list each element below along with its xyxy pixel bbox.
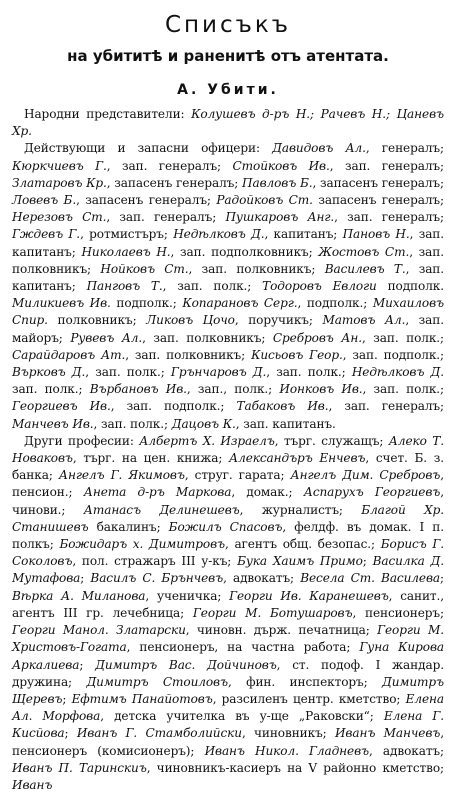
- list-paragraph: [12, 140, 444, 432]
- person-name: Василевъ Т.: [324, 261, 406, 276]
- person-name: Иванъ Никол. Гладневъ: [204, 743, 369, 758]
- person-name: Миликиевъ Ив.: [12, 296, 111, 311]
- person-name: Сребровъ Ан.: [272, 330, 362, 345]
- person-name: Нерезовъ Ст.: [12, 210, 107, 225]
- description-text: , фелдф. въ домак. I п. полкъ;: [12, 519, 445, 552]
- description-text: , зап. полк.;: [162, 279, 263, 294]
- description-text: , пол. стражаръ III у-къ;: [72, 554, 238, 569]
- description-text: , ротмистъръ;: [80, 227, 174, 242]
- description-text: ;: [64, 726, 77, 741]
- description-text: , журналистъ;: [239, 502, 362, 517]
- description-text: , зап. генералъ;: [106, 210, 226, 225]
- description-text: , запасенъ генералъ;: [312, 175, 444, 190]
- description-text: ;: [362, 554, 373, 569]
- person-name: Димитръ Вас. Дойчиновъ: [95, 657, 277, 672]
- person-name: Божидаръ х. Димитровъ: [59, 537, 226, 552]
- person-name: Недѣлковъ Д.: [173, 227, 265, 242]
- person-name: Върковъ Д.: [12, 365, 86, 380]
- person-name: Николаевъ Н.: [81, 244, 171, 259]
- description-text: , пенсионеръ, на частна работа;: [126, 640, 360, 655]
- description-text: , домак.;: [231, 485, 304, 500]
- description-text: , зап. полковникъ;: [125, 347, 252, 362]
- description-text: , фин. инспекторъ;: [227, 674, 383, 689]
- description-text: подполк.: [376, 279, 444, 294]
- description-text: , зап. генералъ;: [329, 158, 444, 173]
- description-text: полковникъ;: [47, 313, 147, 328]
- description-text: , поручикъ;: [234, 313, 323, 328]
- person-name: Гуна Кирова Аркалиева: [12, 640, 444, 672]
- person-name: Копарановъ Серг.: [182, 296, 298, 311]
- person-name: Жостовъ Ст.: [318, 244, 410, 259]
- person-name: Михаиловъ Спир.: [12, 296, 444, 328]
- person-name: Георги Ив. Каранешевъ: [229, 588, 389, 603]
- description-text: , зап. полк.;: [93, 416, 172, 431]
- person-name: Дацовъ К.: [171, 416, 236, 431]
- description-text: , зап. полк.;: [362, 382, 445, 397]
- person-name: Василъ С. Брънчевъ: [90, 571, 224, 586]
- person-name: Грънчаровъ Д.: [170, 365, 267, 380]
- description-text: , търг. служащъ;: [274, 433, 389, 448]
- person-name: Бука Хаимъ Примо: [237, 554, 363, 569]
- person-name: Елена Ал. Морфова: [12, 691, 444, 724]
- person-name: Сарайдаровъ Ат.: [12, 347, 126, 362]
- casualty-list: [12, 106, 444, 794]
- person-name: Колушевъ д-ръ Н.; Рачевъ Н.; Цаневъ Хр.: [12, 107, 444, 139]
- person-name: Ликовъ Цочо: [146, 313, 235, 328]
- description-text: , запасенъ генералъ;: [106, 175, 243, 190]
- person-name: Елена Г. Кисйова: [12, 709, 444, 741]
- person-name: Панговъ Т.: [86, 279, 163, 294]
- description-text: , зап. полковникъ;: [142, 330, 273, 345]
- person-name: Гждевъ Г.: [12, 227, 81, 242]
- description-text: , детска учителка въ у-ще „Раковски“;: [100, 709, 384, 724]
- description-text: , чиновн. държ. печатница;: [185, 623, 378, 638]
- person-name: Рувевъ Ал.: [70, 330, 143, 345]
- description-text: ;: [79, 657, 96, 672]
- description-text: , чинови.;: [12, 485, 445, 517]
- description-text: , зап. подполк.;: [110, 399, 237, 414]
- description-text: , зап. подполковникъ;: [170, 244, 319, 259]
- description-text: , зап. капитанъ.: [235, 416, 336, 431]
- description-text: , пенсионеръ (комисионеръ);: [12, 726, 444, 758]
- person-name: Нойковъ Ст.: [100, 261, 189, 276]
- description-text: , зап. капитанъ;: [12, 227, 445, 259]
- description-text: , зап. подполк.;: [342, 347, 445, 362]
- person-name: Ангелъ Г. Якимовъ: [58, 468, 185, 483]
- person-name: Вѣрка А. Миланова: [12, 588, 146, 603]
- person-name: Ангелъ Дим. Сребровъ: [290, 468, 441, 483]
- description-text: запасенъ генералъ;: [312, 193, 444, 208]
- list-paragraph: [12, 106, 444, 140]
- section-heading-killed: А. Убити.: [177, 82, 279, 98]
- person-name: Димитръ Стоиловъ: [86, 674, 228, 689]
- description-text: , чиновникъ;: [241, 726, 335, 741]
- person-name: Димитръ Щеревъ: [12, 674, 445, 706]
- person-name: Ловевъ Б.: [12, 193, 77, 208]
- description-text: , ст. подоф. I жандар. дружина;: [12, 657, 444, 689]
- description-text: , зап., полк.;: [186, 382, 280, 397]
- description-text: , зап. генералъ;: [106, 158, 233, 173]
- description-text: , зап. генералъ;: [334, 210, 444, 225]
- description-text: ;: [440, 571, 444, 586]
- person-name: Георги М. Ботушаровъ: [192, 605, 353, 620]
- description-text: , струг. гарата;: [184, 468, 291, 483]
- description-text: , зап. полк.;: [85, 365, 171, 380]
- person-name: Радойковъ Ст.: [216, 193, 313, 208]
- person-name: Анета д-ръ Маркова: [83, 485, 232, 500]
- description-text: , зап. полковникъ;: [188, 261, 325, 276]
- description-text: , зап. капитанъ;: [12, 261, 445, 294]
- description-text: ;: [62, 691, 72, 706]
- description-text: , подполк.;: [297, 296, 373, 311]
- description-text: , санит., агентъ III гр. лечебница;: [12, 588, 444, 620]
- description-text: , зап. майоръ;: [12, 313, 444, 345]
- person-name: Върбановъ Ив.: [89, 382, 187, 397]
- person-name: Матовъ Ал.: [322, 313, 406, 328]
- description-text: ;: [80, 571, 91, 586]
- person-name: Златаровъ Кр.: [12, 175, 107, 190]
- description-text: Действующи и запасни офицери:: [24, 141, 273, 156]
- person-name: Иванъ: [12, 777, 53, 792]
- description-text: , запасенъ генералъ;: [76, 193, 217, 208]
- description-text: , адвокатъ;: [369, 743, 444, 758]
- person-name: Иванъ Г. Стамболийски: [76, 726, 242, 741]
- person-name: Тодоровъ Евлоги: [262, 279, 377, 294]
- person-name: Павловъ Б.: [242, 175, 313, 190]
- description-text: подполк.;: [110, 296, 183, 311]
- person-name: Аспарухъ Георгиевъ: [303, 485, 441, 500]
- person-name: Благой Хр. Станишевъ: [12, 502, 444, 534]
- person-name: Недѣлковъ Д.: [351, 365, 444, 380]
- description-text: , зап. полк.;: [361, 330, 445, 345]
- description-text: , пенсион.;: [12, 468, 445, 500]
- person-name: Иванъ Манчевъ: [334, 726, 441, 741]
- description-text: , агентъ общ. безопас.;: [225, 537, 381, 552]
- document-title: Списъкъ: [164, 12, 292, 38]
- description-text: , генералъ;: [365, 141, 444, 156]
- person-name: Георги Манол. Златарски: [12, 623, 186, 638]
- description-text: , ученичка;: [145, 588, 230, 603]
- description-text: Народни представители:: [24, 107, 192, 121]
- description-text: бакалинъ;: [88, 519, 169, 534]
- person-name: Давидовъ Ал.: [272, 141, 366, 156]
- person-name: Атанасъ Делинешевъ: [83, 502, 240, 517]
- person-name: Пушкаровъ Анг.: [225, 210, 335, 225]
- description-text: , счет. Б. з. банка;: [12, 451, 444, 483]
- description-text: , пенсионеръ;: [352, 605, 445, 620]
- person-name: Георги М. Христовъ-Гогата: [12, 623, 444, 655]
- person-name: Александъръ Енчевъ: [229, 451, 366, 466]
- person-name: Стойковъ Ив.: [232, 158, 330, 173]
- person-name: Кисьовъ Геор.: [251, 347, 343, 362]
- person-name: Весела Ст. Василева: [300, 571, 441, 586]
- description-text: , адвокатъ;: [223, 571, 301, 586]
- person-name: Георгиевъ Ив.: [12, 399, 111, 414]
- person-name: Ионковъ Ив.: [279, 382, 363, 397]
- person-name: Албертъ Х. Израелъ: [139, 433, 275, 448]
- person-name: Иванъ П. Таринскиъ: [12, 760, 147, 775]
- person-name: Алеко Т. Новаковъ: [12, 433, 444, 466]
- list-paragraph: [12, 433, 444, 794]
- description-text: , чиновникъ-касиеръ на V районно кметство;: [146, 760, 444, 775]
- description-text: , капитанъ;: [264, 227, 343, 242]
- description-text: , зап. генералъ;: [328, 399, 444, 414]
- document-subtitle: на убититѣ и раненитѣ отъ атентата.: [67, 47, 389, 65]
- description-text: зап. полк.;: [12, 382, 90, 397]
- description-text: , търг. на цен. книжа;: [72, 451, 230, 466]
- description-text: Други професии:: [24, 433, 140, 448]
- person-name: Василка Д. Мутафова: [12, 554, 444, 586]
- person-name: Кюркчиевъ Г.: [12, 158, 107, 173]
- person-name: Табаковъ Ив.: [236, 399, 329, 414]
- person-name: Ефтимъ Панайотовъ: [71, 691, 213, 706]
- person-name: Борисъ Г. Соколовъ: [12, 537, 444, 569]
- person-name: Манчевъ Ив.: [12, 416, 94, 431]
- description-text: , зап. полк.;: [266, 365, 352, 380]
- person-name: Пановъ Н.: [342, 227, 410, 242]
- person-name: Божилъ Спасовъ: [168, 519, 283, 534]
- description-text: , разсиленъ центр. кметство;: [212, 691, 406, 706]
- description-text: , зап. полковникъ;: [12, 244, 444, 276]
